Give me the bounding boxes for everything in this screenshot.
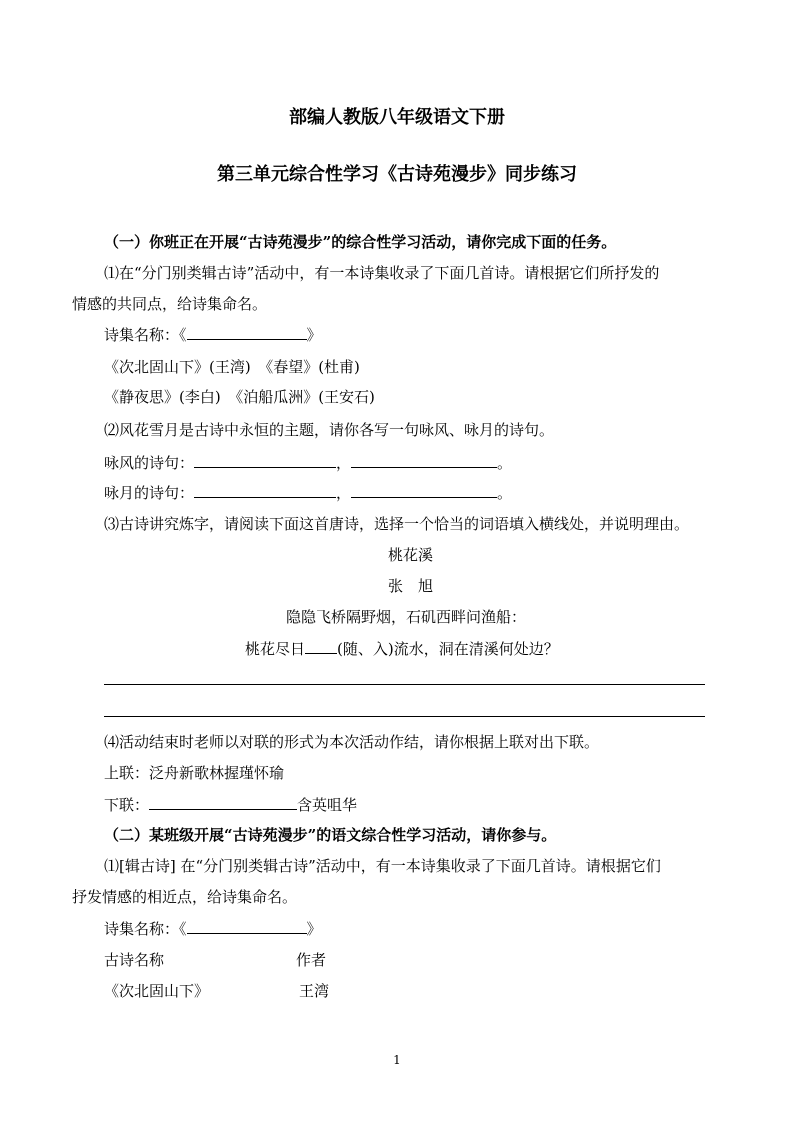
collection-name-row — [104, 324, 322, 345]
moon-verse-label: 咏月的诗句： — [104, 484, 195, 502]
section2-collection-blank[interactable] — [187, 918, 307, 934]
column-header-author: 作者 — [296, 951, 327, 969]
moon-verse-period: 。 — [497, 484, 513, 502]
wind-verse-period: 。 — [497, 454, 513, 472]
section1-heading: （一）你班正在开展“古诗苑漫步”的综合性学习活动，请你完成下面的任务。 — [104, 233, 617, 251]
table-row-author: 王湾 — [299, 982, 330, 1000]
section1-q3: ⑶古诗讲究炼字，请阅读下面这首唐诗，选择一个恰当的词语填入横线处，并说明理由。 — [104, 515, 690, 533]
lower-couplet-tail: 含英咀华 — [297, 796, 358, 814]
lower-couplet-row — [104, 794, 357, 815]
poem-line-1: 隐隐飞桥隔野烟，石矶西畔问渔船： — [286, 608, 527, 626]
section2-collection-label: 诗集名称：《 — [104, 920, 187, 938]
section1-q2: ⑵风花雪月是古诗中永恒的主题，请你各写一句咏风、咏月的诗句。 — [104, 421, 555, 439]
document-subtitle: 第三单元综合性学习《古诗苑漫步》同步练习 — [217, 164, 577, 185]
poem-title: 桃花溪 — [388, 546, 434, 564]
collection-name-close: 》 — [306, 326, 322, 344]
poems-row-1: 《次北固山下》(王湾) 《春望》(杜甫) — [104, 358, 360, 376]
document-title: 部编人教版八年级语文下册 — [289, 107, 505, 128]
section1-q1-line2: 情感的共同点，给诗集命名。 — [72, 295, 268, 313]
section2-collection-row — [104, 918, 322, 939]
poem-line-2 — [245, 638, 559, 659]
column-header-poem: 古诗名称 — [104, 951, 165, 969]
upper-couplet: 上联：泛舟新歌林握瑾怀瑜 — [104, 764, 285, 782]
section2-q1-line1: ⑴[辑古诗] 在“分门别类辑古诗”活动中，有一本诗集收录了下面几首诗。请根据它们 — [104, 857, 661, 875]
section1-q1-line1: ⑴在“分门别类辑古诗”活动中，有一本诗集收录了下面几首诗。请根据它们所抒发的 — [104, 264, 660, 282]
section2-heading: （二）某班级开展“古诗苑漫步”的语文综合性学习活动，请你参与。 — [104, 826, 557, 844]
moon-verse-comma: ， — [336, 484, 352, 502]
poem-fill-blank[interactable] — [305, 638, 337, 654]
moon-verse-blank-1[interactable] — [194, 482, 336, 498]
poem-line-2-end: (随、入)流水，洞在清溪何处边？ — [337, 640, 559, 658]
wind-verse-row — [104, 452, 512, 473]
section2-collection-close: 》 — [306, 920, 322, 938]
poem-line-2-start: 桃花尽日 — [245, 640, 306, 658]
wind-verse-blank-1[interactable] — [194, 452, 336, 468]
poems-row-2: 《静夜思》(李白) 《泊船瓜洲》(王安石) — [104, 388, 375, 406]
wind-verse-label: 咏风的诗句： — [104, 454, 195, 472]
moon-verse-row — [104, 482, 512, 503]
answer-line-2[interactable] — [104, 716, 705, 717]
collection-name-blank[interactable] — [187, 324, 307, 340]
moon-verse-blank-2[interactable] — [351, 482, 497, 498]
table-row-poem: 《次北固山下》 — [104, 982, 210, 1000]
wind-verse-comma: ， — [336, 454, 352, 472]
lower-couplet-blank[interactable] — [149, 794, 297, 810]
page-number: 1 — [393, 1053, 401, 1067]
lower-couplet-label: 下联： — [104, 796, 150, 814]
section2-q1-line2: 抒发情感的相近点，给诗集命名。 — [72, 888, 298, 906]
poem-author: 张 旭 — [388, 577, 434, 595]
section1-q4: ⑷活动结束时老师以对联的形式为本次活动作结，请你根据上联对出下联。 — [104, 733, 600, 751]
answer-line-1[interactable] — [104, 684, 705, 685]
wind-verse-blank-2[interactable] — [351, 452, 497, 468]
collection-name-label: 诗集名称：《 — [104, 326, 187, 344]
